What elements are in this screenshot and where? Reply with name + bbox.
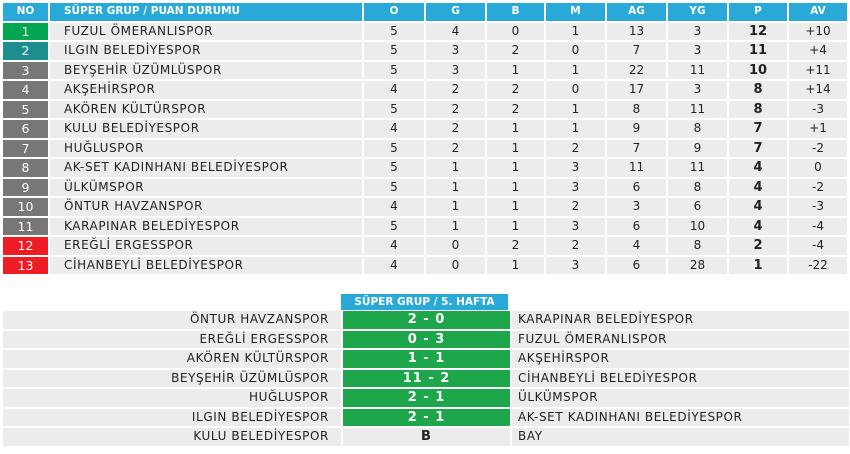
drawn-cell: 2 — [487, 81, 544, 99]
points-cell: 7 — [729, 120, 787, 138]
goals-against-cell: 11 — [668, 101, 727, 119]
team-name: BEYŞEHİR ÜZÜMLÜSPOR — [50, 62, 362, 80]
home-team: EREĞLİ ERGESSPOR — [3, 331, 341, 349]
match-score: 2 - 1 — [343, 409, 510, 427]
home-team: HUĞLUSPOR — [3, 389, 341, 407]
rank-cell: 8 — [3, 159, 48, 177]
home-team: ILGIN BELEDİYESPOR — [3, 409, 341, 427]
team-name: AKÖREN KÜLTÜRSPOR — [50, 101, 362, 119]
goals-against-cell: 8 — [668, 179, 727, 197]
header-played: O — [364, 3, 424, 21]
team-name: KULU BELEDİYESPOR — [50, 120, 362, 138]
team-name: FUZUL ÖMERANLISPOR — [50, 23, 362, 41]
drawn-cell: 0 — [487, 23, 544, 41]
lost-cell: 1 — [546, 120, 605, 138]
team-name: CİHANBEYLİ BELEDİYESPOR — [50, 257, 362, 275]
rank-cell: 13 — [3, 257, 48, 275]
team-name: KARAPINAR BELEDİYESPOR — [50, 218, 362, 236]
away-team: CİHANBEYLİ BELEDİYESPOR — [512, 370, 849, 388]
goals-against-cell: 11 — [668, 159, 727, 177]
header-team: SÜPER GRUP / PUAN DURUMU — [50, 3, 362, 21]
rank-cell: 12 — [3, 237, 48, 255]
average-cell: 0 — [789, 159, 847, 177]
points-cell: 12 — [729, 23, 787, 41]
team-name: ÜLKÜMSPOR — [50, 179, 362, 197]
drawn-cell: 1 — [487, 218, 544, 236]
average-cell: +10 — [789, 23, 847, 41]
lost-cell: 0 — [546, 81, 605, 99]
goals-against-cell: 8 — [668, 237, 727, 255]
rank-cell: 9 — [3, 179, 48, 197]
points-cell: 10 — [729, 62, 787, 80]
goals-for-cell: 22 — [607, 62, 666, 80]
average-cell: +11 — [789, 62, 847, 80]
away-team: BAY — [512, 428, 849, 446]
standings-header-row — [3, 3, 847, 21]
away-team: AK-SET KADINHANI BELEDİYESPOR — [512, 409, 849, 427]
rank-cell: 11 — [3, 218, 48, 236]
drawn-cell: 1 — [487, 159, 544, 177]
table-row — [3, 257, 847, 275]
lost-cell: 0 — [546, 42, 605, 60]
table-row — [3, 81, 847, 99]
away-team: ÜLKÜMSPOR — [512, 389, 849, 407]
average-cell: -2 — [789, 179, 847, 197]
goals-for-cell: 3 — [607, 198, 666, 216]
lost-cell: 2 — [546, 140, 605, 158]
standings-table — [1, 1, 849, 276]
list-item — [3, 331, 849, 349]
home-team: BEYŞEHİR ÜZÜMLÜSPOR — [3, 370, 341, 388]
played-cell: 5 — [364, 140, 424, 158]
header-goals-for: AG — [607, 3, 666, 21]
header-drawn: B — [487, 3, 544, 21]
drawn-cell: 1 — [487, 62, 544, 80]
goals-against-cell: 6 — [668, 198, 727, 216]
average-cell: +4 — [789, 42, 847, 60]
goals-for-cell: 9 — [607, 120, 666, 138]
average-cell: +1 — [789, 120, 847, 138]
header-points: P — [729, 3, 787, 21]
team-name: AKŞEHİRSPOR — [50, 81, 362, 99]
average-cell: -4 — [789, 237, 847, 255]
team-name: ÖNTUR HAVZANSPOR — [50, 198, 362, 216]
lost-cell: 2 — [546, 237, 605, 255]
drawn-cell: 2 — [487, 42, 544, 60]
goals-against-cell: 9 — [668, 140, 727, 158]
lost-cell: 3 — [546, 159, 605, 177]
match-score: B — [343, 428, 510, 446]
played-cell: 4 — [364, 237, 424, 255]
match-score: 0 - 3 — [343, 331, 510, 349]
goals-against-cell: 3 — [668, 81, 727, 99]
won-cell: 2 — [426, 120, 485, 138]
list-item — [3, 409, 849, 427]
goals-for-cell: 6 — [607, 218, 666, 236]
goals-for-cell: 6 — [607, 257, 666, 275]
team-name: EREĞLİ ERGESSPOR — [50, 237, 362, 255]
played-cell: 5 — [364, 42, 424, 60]
table-row — [3, 198, 847, 216]
won-cell: 1 — [426, 198, 485, 216]
match-score: 2 - 0 — [343, 311, 510, 329]
fixtures-table — [1, 309, 850, 448]
won-cell: 2 — [426, 140, 485, 158]
table-row — [3, 237, 847, 255]
played-cell: 5 — [364, 101, 424, 119]
table-row — [3, 218, 847, 236]
rank-cell: 5 — [3, 101, 48, 119]
points-cell: 4 — [729, 159, 787, 177]
played-cell: 4 — [364, 198, 424, 216]
home-team: KULU BELEDİYESPOR — [3, 428, 341, 446]
average-cell: -22 — [789, 257, 847, 275]
won-cell: 2 — [426, 81, 485, 99]
header-lost: M — [546, 3, 605, 21]
won-cell: 3 — [426, 42, 485, 60]
won-cell: 0 — [426, 257, 485, 275]
goals-against-cell: 8 — [668, 120, 727, 138]
played-cell: 5 — [364, 159, 424, 177]
table-row — [3, 101, 847, 119]
week-title: SÜPER GRUP / 5. HAFTA — [341, 294, 508, 310]
table-row — [3, 62, 847, 80]
away-team: AKŞEHİRSPOR — [512, 350, 849, 368]
goals-against-cell: 10 — [668, 218, 727, 236]
rank-cell: 6 — [3, 120, 48, 138]
drawn-cell: 1 — [487, 257, 544, 275]
lost-cell: 3 — [546, 179, 605, 197]
match-score: 11 - 2 — [343, 370, 510, 388]
goals-against-cell: 3 — [668, 23, 727, 41]
drawn-cell: 1 — [487, 198, 544, 216]
home-team: AKÖREN KÜLTÜRSPOR — [3, 350, 341, 368]
lost-cell: 2 — [546, 198, 605, 216]
won-cell: 0 — [426, 237, 485, 255]
points-cell: 4 — [729, 198, 787, 216]
goals-against-cell: 3 — [668, 42, 727, 60]
standings-body — [3, 23, 847, 275]
points-cell: 11 — [729, 42, 787, 60]
played-cell: 4 — [364, 120, 424, 138]
table-row — [3, 120, 847, 138]
table-row — [3, 23, 847, 41]
played-cell: 5 — [364, 23, 424, 41]
won-cell: 1 — [426, 218, 485, 236]
header-no: NO — [3, 3, 48, 21]
rank-cell: 7 — [3, 140, 48, 158]
table-row — [3, 42, 847, 60]
won-cell: 1 — [426, 179, 485, 197]
goals-for-cell: 7 — [607, 140, 666, 158]
average-cell: -3 — [789, 198, 847, 216]
points-cell: 2 — [729, 237, 787, 255]
rank-cell: 4 — [3, 81, 48, 99]
rank-cell: 3 — [3, 62, 48, 80]
list-item — [3, 370, 849, 388]
list-item — [3, 350, 849, 368]
goals-for-cell: 13 — [607, 23, 666, 41]
points-cell: 8 — [729, 101, 787, 119]
header-won: G — [426, 3, 485, 21]
goals-for-cell: 11 — [607, 159, 666, 177]
drawn-cell: 1 — [487, 140, 544, 158]
average-cell: -3 — [789, 101, 847, 119]
lost-cell: 1 — [546, 101, 605, 119]
match-score: 2 - 1 — [343, 389, 510, 407]
points-cell: 4 — [729, 179, 787, 197]
home-team: ÖNTUR HAVZANSPOR — [3, 311, 341, 329]
drawn-cell: 1 — [487, 120, 544, 138]
list-item — [3, 428, 849, 446]
drawn-cell: 1 — [487, 179, 544, 197]
won-cell: 4 — [426, 23, 485, 41]
rank-cell: 10 — [3, 198, 48, 216]
played-cell: 5 — [364, 179, 424, 197]
table-row — [3, 179, 847, 197]
drawn-cell: 2 — [487, 237, 544, 255]
goals-for-cell: 6 — [607, 179, 666, 197]
list-item — [3, 311, 849, 329]
rank-cell: 2 — [3, 42, 48, 60]
average-cell: -4 — [789, 218, 847, 236]
average-cell: +14 — [789, 81, 847, 99]
points-cell: 1 — [729, 257, 787, 275]
won-cell: 3 — [426, 62, 485, 80]
table-row — [3, 140, 847, 158]
away-team: KARAPINAR BELEDİYESPOR — [512, 311, 849, 329]
played-cell: 5 — [364, 62, 424, 80]
goals-against-cell: 11 — [668, 62, 727, 80]
points-cell: 8 — [729, 81, 787, 99]
lost-cell: 1 — [546, 62, 605, 80]
table-row — [3, 159, 847, 177]
average-cell: -2 — [789, 140, 847, 158]
away-team: FUZUL ÖMERANLISPOR — [512, 331, 849, 349]
lost-cell: 3 — [546, 218, 605, 236]
fixtures-body — [3, 311, 849, 446]
won-cell: 2 — [426, 101, 485, 119]
list-item — [3, 389, 849, 407]
header-average: AV — [789, 3, 847, 21]
team-name: HUĞLUSPOR — [50, 140, 362, 158]
lost-cell: 3 — [546, 257, 605, 275]
team-name: AK-SET KADINHANI BELEDİYESPOR — [50, 159, 362, 177]
lost-cell: 1 — [546, 23, 605, 41]
goals-for-cell: 7 — [607, 42, 666, 60]
goals-against-cell: 28 — [668, 257, 727, 275]
played-cell: 4 — [364, 257, 424, 275]
goals-for-cell: 17 — [607, 81, 666, 99]
team-name: ILGIN BELEDİYESPOR — [50, 42, 362, 60]
points-cell: 7 — [729, 140, 787, 158]
goals-for-cell: 4 — [607, 237, 666, 255]
drawn-cell: 2 — [487, 101, 544, 119]
played-cell: 5 — [364, 218, 424, 236]
rank-cell: 1 — [3, 23, 48, 41]
goals-for-cell: 8 — [607, 101, 666, 119]
won-cell: 1 — [426, 159, 485, 177]
match-score: 1 - 1 — [343, 350, 510, 368]
points-cell: 4 — [729, 218, 787, 236]
header-goals-against: YG — [668, 3, 727, 21]
played-cell: 4 — [364, 81, 424, 99]
